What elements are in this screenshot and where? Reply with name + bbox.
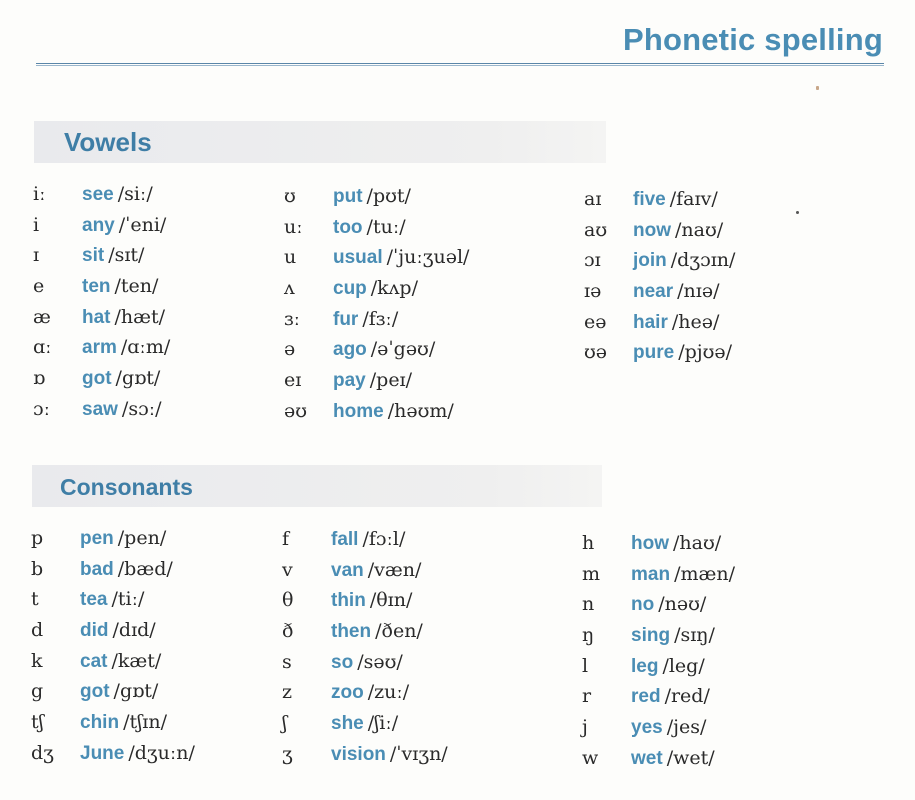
phoneme-symbol: ʊ — [284, 185, 296, 207]
vowel-row — [284, 216, 544, 247]
ipa-transcription: /ɑːm/ — [120, 336, 171, 359]
example-entry — [331, 743, 448, 766]
example-word: chin — [80, 712, 120, 734]
example-word: man — [631, 563, 671, 585]
example-word: hat — [82, 306, 111, 328]
phoneme-symbol: ɒ — [33, 367, 46, 390]
vowel-row — [284, 185, 544, 216]
phoneme-symbol: ɔɪ — [584, 249, 601, 272]
phoneme-symbol: ɪə — [584, 280, 602, 303]
vowel-row — [284, 369, 544, 400]
phoneme-symbol: ɪ — [33, 244, 40, 267]
ipa-transcription: /jes/ — [666, 716, 707, 739]
example-entry — [333, 185, 411, 208]
consonant-row — [582, 593, 842, 624]
example-entry — [631, 747, 715, 770]
ipa-transcription: /heə/ — [671, 310, 720, 333]
vowel-row — [284, 308, 544, 339]
ipa-transcription: /dʒuːn/ — [128, 741, 195, 764]
ipa-transcription: /mæn/ — [674, 562, 735, 585]
example-entry — [80, 527, 166, 550]
example-entry — [631, 685, 710, 708]
example-entry — [331, 559, 421, 582]
example-word: thin — [331, 590, 366, 612]
consonants-column-2 — [282, 528, 542, 774]
example-entry — [333, 400, 454, 423]
example-word: sit — [82, 245, 105, 267]
phoneme-symbol: ɔː — [33, 397, 51, 420]
consonant-row — [282, 712, 542, 743]
ipa-transcription: /nəʊ/ — [658, 593, 707, 616]
ipa-transcription: /sɪŋ/ — [674, 624, 715, 647]
example-word: no — [631, 594, 655, 616]
phoneme-symbol: g — [31, 680, 44, 703]
phoneme-symbol: i — [33, 213, 40, 236]
ipa-transcription: /ˈvɪʒn/ — [389, 742, 448, 765]
example-word: saw — [82, 398, 118, 420]
phoneme-symbol: d — [31, 619, 44, 642]
example-entry — [80, 558, 173, 581]
phoneme-symbol: e — [33, 275, 45, 298]
example-entry — [80, 680, 158, 703]
vowel-row — [33, 398, 293, 429]
consonant-row — [31, 558, 291, 589]
example-entry — [333, 369, 412, 392]
phoneme-symbol: eɪ — [284, 369, 302, 392]
vowel-row — [284, 246, 544, 277]
example-entry — [333, 338, 435, 361]
example-entry — [633, 249, 735, 272]
phoneme-symbol: aʊ — [584, 218, 608, 241]
example-word: got — [80, 681, 110, 703]
phoneme-symbol: ʊə — [584, 341, 608, 364]
ipa-transcription: /ten/ — [114, 275, 159, 298]
phoneme-symbol: r — [582, 685, 592, 708]
example-entry — [331, 651, 403, 674]
example-entry — [631, 532, 721, 555]
example-word: sing — [631, 625, 671, 647]
ipa-transcription: /sɔː/ — [121, 397, 162, 420]
consonant-row — [582, 563, 842, 594]
ipa-transcription: /dɪd/ — [112, 619, 156, 642]
example-entry — [333, 308, 398, 331]
example-word: ten — [82, 276, 111, 298]
consonant-row — [582, 532, 842, 563]
vowel-row — [33, 183, 293, 214]
ipa-transcription: /tʃɪn/ — [123, 711, 167, 734]
example-word: five — [633, 189, 666, 210]
example-word: then — [331, 621, 372, 643]
example-word: June — [80, 742, 125, 764]
ipa-transcription: /əˈgəʊ/ — [370, 338, 436, 361]
paper-speck — [816, 86, 819, 90]
consonant-row — [282, 681, 542, 712]
phoneme-symbol: ʒ — [282, 742, 293, 765]
example-word: pay — [333, 370, 366, 392]
ipa-transcription: /fɜː/ — [362, 307, 399, 330]
phoneme-symbol: l — [582, 654, 589, 677]
phoneme-symbol: ʃ — [282, 712, 288, 735]
consonant-row — [582, 655, 842, 686]
consonant-row — [582, 685, 842, 716]
example-word: so — [331, 651, 354, 673]
example-word: vision — [331, 743, 386, 765]
ipa-transcription: /væn/ — [367, 558, 422, 581]
phoneme-symbol: z — [282, 681, 293, 704]
phoneme-symbol: w — [582, 746, 599, 769]
ipa-transcription: /ðen/ — [375, 620, 423, 643]
consonant-row — [282, 651, 542, 682]
example-word: how — [631, 533, 669, 554]
vowel-row — [33, 367, 293, 398]
example-word: see — [82, 184, 114, 205]
example-entry — [82, 214, 166, 237]
example-entry — [331, 528, 405, 551]
consonants-heading: Consonants — [60, 474, 193, 500]
ipa-transcription: /səʊ/ — [357, 650, 403, 673]
ipa-transcription: /faɪv/ — [669, 188, 718, 210]
example-word: wet — [631, 747, 663, 769]
example-word: any — [82, 214, 115, 236]
vowels-column-3 — [584, 188, 844, 372]
ipa-transcription: /pjʊə/ — [678, 341, 733, 364]
example-word: she — [331, 713, 364, 735]
example-word: tea — [80, 589, 108, 611]
example-entry — [80, 588, 144, 611]
example-word: home — [333, 400, 384, 422]
ipa-transcription: /peɪ/ — [369, 369, 413, 392]
ipa-transcription: /fɔːl/ — [362, 528, 406, 550]
vowel-row — [284, 400, 544, 431]
example-word: ago — [333, 339, 367, 361]
consonant-row — [31, 711, 291, 742]
phoneme-symbol: ʌ — [284, 277, 295, 300]
ipa-transcription: /bæd/ — [117, 557, 173, 580]
example-word: join — [633, 250, 667, 272]
ipa-transcription: /pʊt/ — [366, 185, 411, 207]
example-entry — [333, 246, 469, 269]
ipa-transcription: /ʃiː/ — [367, 712, 399, 735]
example-entry — [331, 589, 412, 612]
consonant-row — [31, 742, 291, 773]
example-entry — [82, 336, 170, 359]
example-entry — [333, 277, 418, 300]
vowel-row — [33, 244, 293, 275]
vowels-heading: Vowels — [64, 127, 152, 157]
vowel-row — [584, 280, 844, 311]
example-entry — [331, 712, 398, 735]
example-word: red — [631, 686, 661, 708]
example-entry — [80, 650, 161, 673]
example-word: pure — [633, 342, 675, 364]
ipa-transcription: /naʊ/ — [675, 218, 724, 241]
ipa-transcription: /tuː/ — [366, 215, 406, 238]
example-entry — [80, 742, 195, 765]
title-divider — [36, 63, 884, 64]
consonant-row — [31, 619, 294, 650]
example-word: cat — [80, 650, 108, 672]
example-word: zoo — [331, 682, 364, 704]
example-entry — [82, 306, 165, 329]
vowel-row — [33, 275, 293, 306]
phoneme-symbol: tʃ — [31, 711, 44, 734]
ipa-transcription: /kʌp/ — [370, 277, 418, 300]
example-word: fall — [331, 529, 359, 550]
example-word: van — [331, 559, 364, 581]
phoneme-symbol: j — [582, 716, 588, 739]
phoneme-symbol: v — [282, 558, 293, 581]
example-entry — [633, 341, 732, 364]
vowel-row — [33, 306, 293, 337]
vowel-row — [584, 311, 844, 342]
example-entry — [82, 275, 158, 298]
example-entry — [82, 183, 153, 206]
example-entry — [333, 216, 406, 239]
ipa-transcription: /hæt/ — [114, 305, 166, 328]
vowels-column-2 — [284, 185, 544, 431]
vowel-row — [284, 338, 544, 369]
vowel-row — [584, 188, 844, 219]
ipa-transcription: /haʊ/ — [673, 532, 722, 554]
example-word: put — [333, 186, 363, 207]
example-word: too — [333, 216, 363, 238]
vowel-row — [33, 214, 293, 245]
example-entry — [633, 311, 719, 334]
ipa-transcription: /zuː/ — [367, 681, 410, 704]
consonant-row — [31, 680, 291, 711]
example-entry — [633, 219, 723, 242]
ipa-transcription: /leg/ — [662, 654, 705, 677]
ipa-transcription: /wet/ — [666, 746, 715, 769]
example-entry — [631, 563, 735, 586]
consonant-row — [282, 589, 542, 620]
ipa-transcription: /red/ — [664, 685, 710, 708]
ipa-transcription: /θɪn/ — [369, 589, 413, 612]
example-word: now — [633, 219, 671, 241]
example-word: arm — [82, 337, 117, 359]
ipa-transcription: /tiː/ — [111, 588, 145, 611]
consonant-row — [282, 528, 542, 559]
example-word: leg — [631, 655, 659, 677]
ipa-transcription: /gɒt/ — [115, 367, 161, 390]
phoneme-symbol: uː — [284, 215, 303, 238]
phoneme-symbol: eə — [584, 310, 607, 333]
phoneme-symbol: ŋ — [582, 624, 595, 647]
consonants-column-3 — [582, 532, 842, 778]
vowel-row — [584, 341, 844, 372]
ipa-transcription: /nɪə/ — [677, 280, 720, 303]
vowel-row — [284, 277, 544, 308]
ipa-transcription: /gɒt/ — [113, 680, 159, 703]
phoneme-symbol: n — [582, 593, 595, 616]
page-title: Phonetic spelling — [622, 22, 883, 57]
vowel-row — [584, 219, 844, 250]
example-word: pen — [80, 528, 114, 549]
example-word: usual — [333, 247, 383, 269]
phoneme-symbol: k — [31, 649, 43, 672]
phoneme-symbol: s — [282, 650, 292, 673]
phoneme-symbol: b — [31, 557, 44, 580]
example-word: yes — [631, 717, 663, 739]
example-word: bad — [80, 558, 114, 580]
consonant-row — [282, 559, 542, 590]
consonant-row — [31, 588, 294, 619]
phoneme-symbol: p — [31, 527, 44, 549]
example-entry — [633, 188, 718, 211]
phoneme-symbol: h — [582, 532, 595, 554]
example-entry — [82, 367, 160, 390]
vowel-row — [584, 249, 844, 280]
example-word: fur — [333, 308, 359, 330]
consonant-row — [282, 620, 542, 651]
example-entry — [631, 655, 705, 678]
ipa-transcription: /dʒɔɪn/ — [670, 249, 736, 272]
example-entry — [331, 620, 423, 643]
phoneme-symbol: dʒ — [31, 741, 54, 764]
phoneme-symbol: m — [582, 562, 601, 585]
phoneme-symbol: ɜː — [284, 307, 301, 330]
example-entry — [80, 619, 156, 642]
phoneme-symbol: θ — [282, 589, 294, 612]
ipa-transcription: /həʊm/ — [387, 399, 454, 422]
example-word: cup — [333, 278, 367, 300]
phoneme-symbol: ð — [282, 620, 294, 643]
example-word: got — [82, 368, 112, 390]
phoneme-symbol: f — [282, 528, 290, 550]
phoneme-symbol: æ — [33, 305, 51, 328]
consonant-row — [582, 747, 842, 778]
example-word: hair — [633, 311, 668, 333]
phoneme-symbol: iː — [33, 183, 46, 205]
consonant-row — [582, 624, 842, 655]
phoneme-symbol: əʊ — [284, 399, 308, 422]
ipa-transcription: /pen/ — [117, 527, 167, 549]
ipa-transcription: /sɪt/ — [108, 244, 145, 267]
phoneme-symbol: ə — [284, 338, 296, 361]
phoneme-symbol: aɪ — [584, 188, 602, 210]
phoneme-symbol: u — [284, 246, 297, 269]
ipa-transcription: /ˈeni/ — [118, 213, 167, 236]
ipa-transcription: /siː/ — [117, 183, 153, 205]
consonant-row — [31, 527, 291, 558]
vowel-row — [33, 336, 296, 367]
example-word: near — [633, 281, 674, 303]
example-entry — [631, 624, 715, 647]
ipa-transcription: /kæt/ — [111, 649, 162, 672]
phoneme-symbol: ɑː — [33, 336, 52, 359]
example-entry — [82, 244, 144, 267]
consonant-row — [582, 716, 842, 747]
example-entry — [633, 280, 720, 303]
consonant-row — [31, 650, 291, 681]
example-word: did — [80, 620, 109, 642]
ipa-transcription: /ˈjuːʒuəl/ — [386, 246, 470, 269]
consonant-row — [282, 743, 542, 774]
consonants-column-1 — [31, 527, 294, 773]
example-entry — [631, 593, 706, 616]
example-entry — [82, 398, 162, 421]
example-entry — [331, 681, 409, 704]
example-entry — [631, 716, 706, 739]
example-entry — [80, 711, 167, 734]
phoneme-symbol: t — [31, 588, 39, 611]
